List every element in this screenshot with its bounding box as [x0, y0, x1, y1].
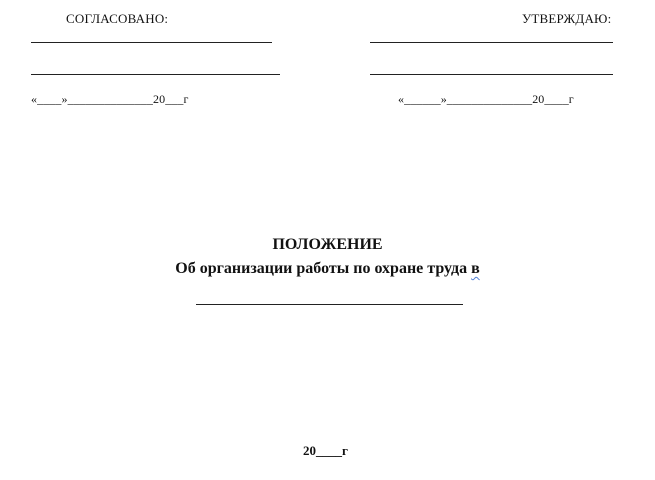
document-subtitle-last-word: в [471, 260, 480, 277]
date-line-left: «____»______________20___г [31, 92, 189, 106]
document-subtitle [0, 260, 655, 278]
signature-line-left-1 [31, 42, 272, 43]
approval-heading-agreed: СОГЛАСОВАНО: [66, 11, 169, 26]
organization-name-line [196, 304, 463, 305]
approval-heading-approve: УТВЕРЖДАЮ: [522, 11, 612, 26]
document-title: ПОЛОЖЕНИЕ [272, 236, 383, 253]
signature-line-right-2 [370, 74, 613, 75]
document-subtitle-text: Об организации работы по охране труда [175, 260, 468, 277]
date-line-right: «______»______________20____г [398, 92, 574, 106]
signature-line-left-2 [31, 74, 280, 75]
signature-line-right-1 [370, 42, 613, 43]
document-year: 20____г [303, 443, 348, 458]
